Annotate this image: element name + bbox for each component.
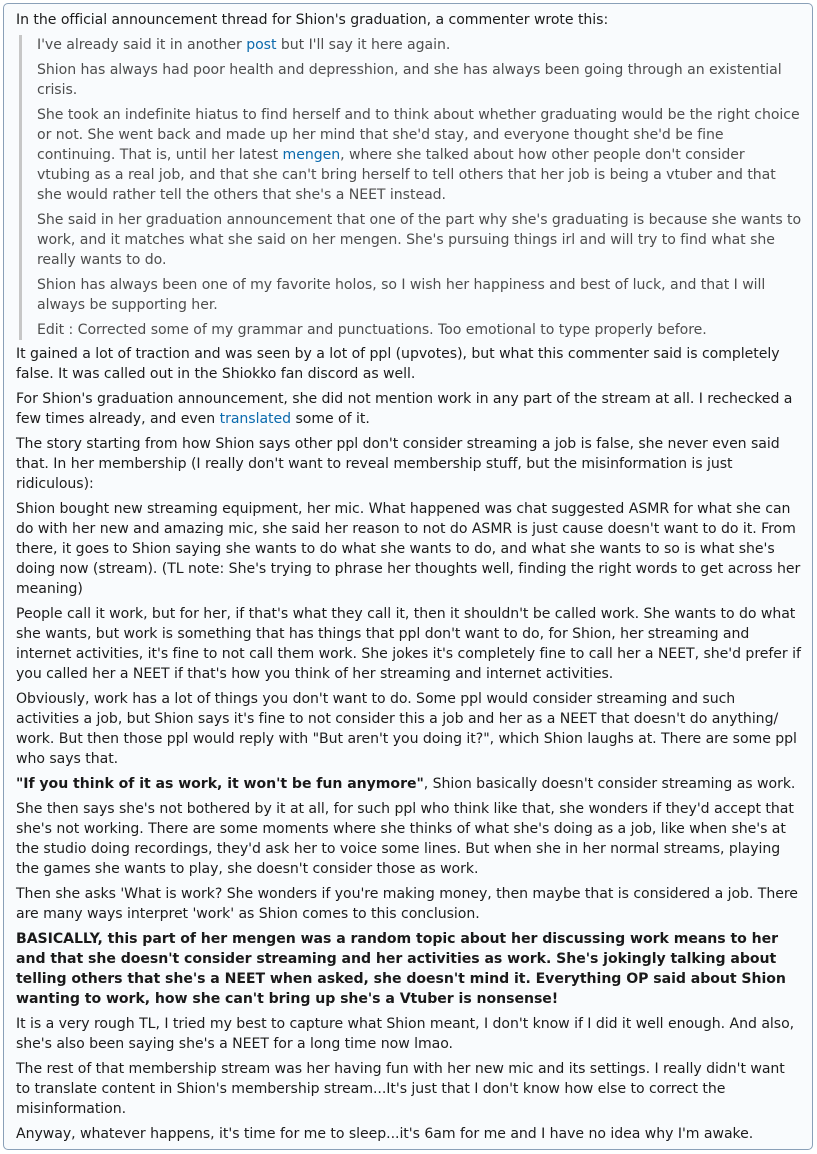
quote-paragraph-1: I've already said it in another post but I'll say it here again. <box>37 37 451 53</box>
intro-paragraph: In the official announcement thread for Shion's graduation, a commenter wrote this: <box>16 12 609 28</box>
quote-paragraph-4: She said in her graduation announcement that one of the part why she's graduating is because she wants to work, and it matches what she said on her mengen. She's pursuing things irl and will try to find what she really wants to do. <box>37 212 802 268</box>
body-paragraph-9: Then she asks 'What is work? She wonders if you're making money, then maybe that is considered a job. There are many ways interpret 'work' as Shion comes to this conclusion. <box>16 886 798 922</box>
quoted-statement: "If you think of it as work, it won't be fun anymore" <box>16 776 424 792</box>
blockquote <box>19 35 802 340</box>
body-paragraph-10 <box>16 929 802 1009</box>
mengen-link[interactable]: mengen <box>282 147 341 163</box>
body-paragraph-3: The story starting from how Shion says other ppl don't consider streaming a job is false, she never even said that. In her membership (I really don't want to reveal membership stuff, but the misinformation is just ridiculous): <box>16 436 780 492</box>
body-paragraph-4: Shion bought new streaming equipment, her mic. What happened was chat suggested ASMR for what she can do with her new and amazing mic, she said her reason to not do ASMR is just cause doesn't want to do it. From there, it goes to Shion saying she wants to do what she wants to do, and what she wants to so is what she's doing now (stream). (TL note: She's trying to phrase her thoughts well, finding the right words to get across her meaning) <box>16 501 801 597</box>
body-paragraph-1: It gained a lot of traction and was seen by a lot of ppl (upvotes), but what this commenter said is completely false. It was called out in the Shiokko fan discord as well. <box>16 346 780 382</box>
body-paragraph-6: Obviously, work has a lot of things you don't want to do. Some ppl would consider streaming and such activities a job, but Shion says it's fine to not consider this a job and her as a NEET that doesn't do anything/ work. But then those ppl would reply with "But aren't you doing it?", which Shion laughs at. There are some ppl who says that. <box>16 691 797 767</box>
body-paragraph-8: She then says she's not bothered by it at all, for such ppl who think like that, she wonders if they'd accept that she's not working. There are some moments where she thinks of what she's doing as a job, like when she's at the studio doing recordings, they'd ask her to voice some lines. But when she in her normal streams, playing the games she wants to play, she doesn't consider those as work. <box>16 801 794 877</box>
body-paragraph-7: "If you think of it as work, it won't be fun anymore", Shion basically doesn't consider streaming as work. <box>16 776 796 792</box>
body-paragraph-2: For Shion's graduation announcement, she did not mention work in any part of the stream at all. I rechecked a few times already, and even translated some of it. <box>16 391 793 427</box>
body-paragraph-5: People call it work, but for her, if that's what they call it, then it shouldn't be called work. She wants to do what she wants, but work is something that has things that ppl don't want to do, for Shion, her streaming and internet activities, it's fine to not call them work. She jokes it's completely fine to call her a NEET, she'd prefer if you called her a NEET if that's how you think of her streaming and internet activities. <box>16 606 801 682</box>
quote-paragraph-5: Shion has always been one of my favorite holos, so I wish her happiness and best of luck, and that I will always be supporting her. <box>37 277 766 313</box>
quote-paragraph-2: Shion has always had poor health and depresshion, and she has always been going through an existential crisis. <box>37 62 782 98</box>
summary-bold: BASICALLY, this part of her mengen was a random topic about her discussing work means to her and that she doesn't consider streaming and her activities as work. She's jokingly talking about telling others that she's a NEET when asked, she doesn't mind it. Everything OP said about Shion wanting to work, how she can't bring up she's a Vtuber is nonsense! <box>16 931 786 1007</box>
quote-paragraph-3: She took an indefinite hiatus to find herself and to think about whether graduating would be the right choice or not. She went back and made up her mind that she'd stay, and everyone thought she'd be fine continuing. That is, until her latest mengen, where she talked about how other people don't consider vtubing as a real job, and that she can't bring herself to tell others that her job is being a vtuber and that she would rather tell the others that she's a NEET instead. <box>37 107 800 203</box>
body-paragraph-11: It is a very rough TL, I tried my best to capture what Shion meant, I don't know if I did it well enough. And also, she's also been saying she's a NEET for a long time now lmao. <box>16 1016 795 1052</box>
quote-paragraph-edit: Edit : Corrected some of my grammar and punctuations. Too emotional to type properly before. <box>37 322 707 338</box>
body-paragraph-13: Anyway, whatever happens, it's time for me to sleep...it's 6am for me and I have no idea why I'm awake. <box>16 1126 754 1142</box>
translated-link[interactable]: translated <box>219 411 292 427</box>
post-link[interactable]: post <box>246 37 277 53</box>
body-paragraph-12: The rest of that membership stream was her having fun with her new mic and its settings. I really didn't want to translate content in Shion's membership stream...It's just that I don't know how else to correct the misinformation. <box>16 1061 785 1117</box>
post-body <box>3 3 813 1150</box>
